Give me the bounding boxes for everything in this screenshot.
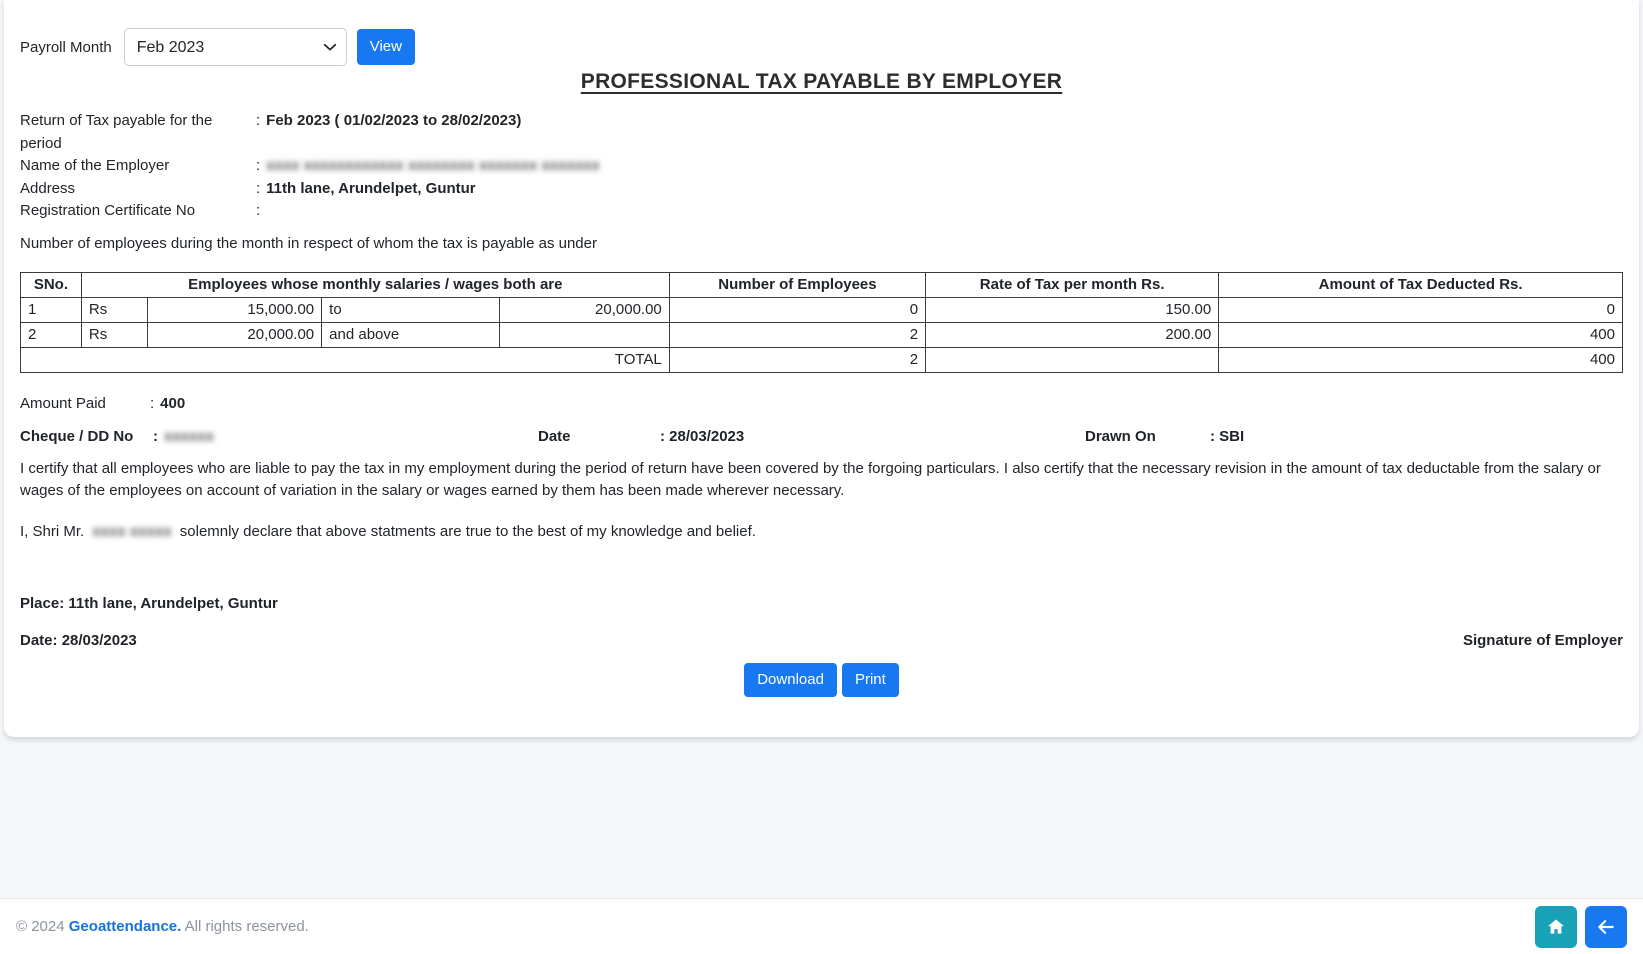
table-header-row [21,272,1623,297]
rights-text: All rights reserved. [184,918,309,935]
header-sno: SNo. [21,272,82,297]
header-num-employees: Number of Employees [669,272,925,297]
closing-date-label: Date [20,632,53,649]
signature-label: Signature of Employer [1462,632,1623,649]
cell-num-employees: 2 [669,322,925,347]
employer-name-redacted: xxxx xxxxxxxxxxxx xxxxxxxx xxxxxxx xxxxxxx [266,157,600,174]
payroll-month-select-wrap [124,28,347,66]
total-rate [926,347,1219,372]
amount-paid-label: Amount Paid [20,394,106,412]
colon: : [256,179,261,197]
report-card [4,0,1639,737]
download-button[interactable]: Download [744,663,837,697]
amount-paid-row [20,395,1623,412]
page-title: PROFESSIONAL TAX PAYABLE BY EMPLOYER [580,70,1063,93]
detail-row-period [20,110,1623,155]
cell-connector: to [322,297,500,322]
cell-rate: 200.00 [926,322,1219,347]
cell-currency: Rs [81,297,147,322]
colon: : [52,632,58,649]
cell-upper: 20,000.00 [499,297,669,322]
colon: : [256,202,261,219]
total-label: TOTAL [21,347,670,372]
detail-label: Address [20,179,76,197]
date-signature-row [20,632,1623,649]
report-details [20,110,1623,223]
colon: : [256,112,261,129]
footer-copyright [16,918,309,935]
copyright-text: © 2024 [16,918,65,935]
print-button[interactable]: Print [842,663,899,697]
cell-lower: 15,000.00 [147,297,322,322]
declarant-name-redacted: xxxx xxxxx [92,522,172,540]
place-line [20,595,1623,612]
detail-row-address [20,178,1623,201]
certification-paragraph: I certify that all employees who are liable to pay the tax in my employment during the period of return have been covered by the forgoing particulars. I also certify that the necessary revision in the amount of tax deductable from the salary or wages of the employees on account of variation in the salary or wages earned by them has been made wherever necessary. [20,459,1601,499]
footer-buttons [1535,906,1627,948]
table-total-row [21,347,1623,372]
cheque-label: Cheque / DD No [20,427,134,445]
colon: : [59,595,65,612]
cell-lower: 20,000.00 [147,322,322,347]
arrow-left-icon [1596,917,1616,937]
period-value: Feb 2023 ( 01/02/2023 to 28/02/2023) [266,112,522,129]
home-button[interactable] [1535,906,1577,948]
detail-row-employer [20,155,1623,178]
back-button[interactable] [1585,906,1627,948]
declaration-prefix: I, Shri Mr. [20,522,85,540]
cell-num-employees: 0 [669,297,925,322]
cell-connector: and above [322,322,500,347]
detail-label: Name of the Employer [20,157,170,174]
cell-sno: 2 [21,322,82,347]
cheque-date-value: 28/03/2023 [669,427,745,445]
cheque-value-redacted: xxxxxx [164,427,215,445]
colon: : [150,394,155,412]
page-footer [0,898,1643,954]
address-value: 11th lane, Arundelpet, Guntur [266,179,476,197]
action-row [20,663,1623,697]
declaration-line [20,521,1623,544]
employees-note: Number of employees during the month in respect of whom the tax is payable as under [20,234,597,252]
place-value: 11th lane, Arundelpet, Guntur [68,595,278,612]
table-row [21,297,1623,322]
payroll-month-select[interactable] [124,28,347,66]
total-amount: 400 [1219,347,1623,372]
cheque-row [20,428,1623,445]
cell-amount: 400 [1219,322,1623,347]
cell-amount: 0 [1219,297,1623,322]
place-label: Place [20,595,60,612]
drawn-on-value: SBI [1219,427,1245,445]
drawn-on-label: Drawn On [1085,427,1156,445]
table-row [21,322,1623,347]
detail-label: Return of Tax payable for the period [20,112,213,152]
declaration-suffix: solemnly declare that above statments are true to the best of my knowledge and belief. [179,522,756,540]
cell-currency: Rs [81,322,147,347]
header-rate: Rate of Tax per month Rs. [926,272,1219,297]
cell-upper [499,322,669,347]
view-button[interactable]: View [357,29,415,65]
payroll-toolbar [20,28,1623,66]
detail-row-registration [20,200,1623,223]
cell-rate: 150.00 [926,297,1219,322]
amount-paid-value: 400 [160,394,186,412]
header-amount: Amount of Tax Deducted Rs. [1219,272,1623,297]
total-num-employees: 2 [669,347,925,372]
tax-table [20,272,1623,373]
cell-sno: 1 [21,297,82,322]
cheque-date-label: Date [538,427,571,445]
colon: : [1210,427,1215,445]
header-salary-band: Employees whose monthly salaries / wages both are [81,272,669,297]
colon: : [660,427,665,445]
payroll-month-label: Payroll Month [20,38,112,56]
colon: : [256,157,261,174]
home-icon [1546,917,1566,937]
colon: : [153,427,158,445]
closing-date-value: 28/03/2023 [61,632,137,649]
detail-label: Registration Certificate No [20,202,196,219]
brand-link[interactable]: Geoattendance. [68,918,182,935]
